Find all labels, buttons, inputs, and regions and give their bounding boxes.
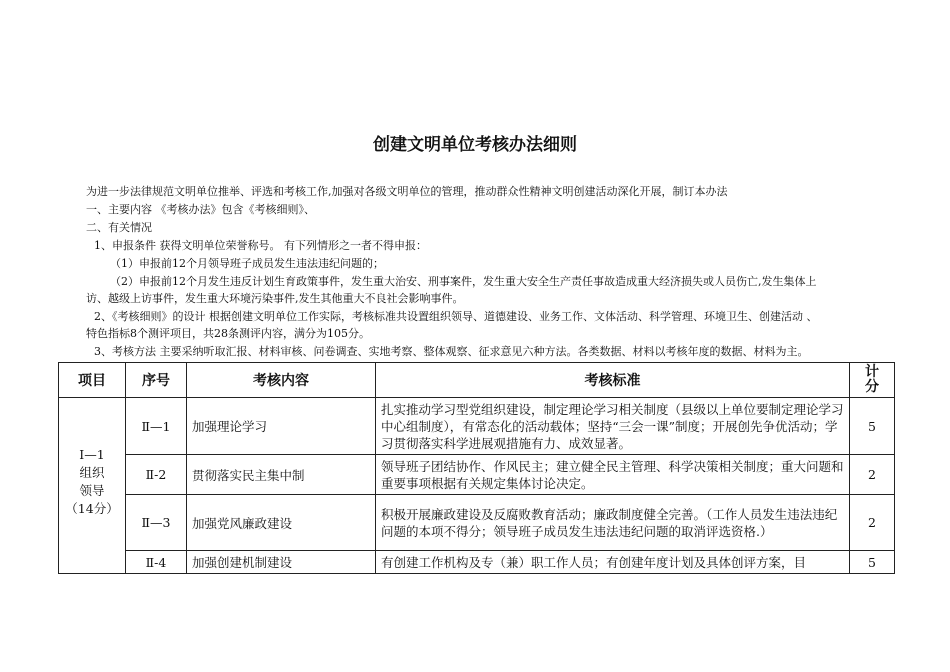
item-design-line2: 特色指标8个测评项目，共28条测评内容，满分为105分。 <box>86 327 370 340</box>
row-seq: Ⅱ—3 <box>126 495 187 551</box>
item-design-line1: 2、《考核细则》的设计 根据创建文明单位工作实际，考核标准共设置组织领导、道德建设、业务工作、文体活动、科学管理、环境卫生、创建活动 、 <box>94 310 818 323</box>
table-row <box>59 455 895 495</box>
row-content: 加强创建机制建设 <box>187 551 376 574</box>
row-content: 加强理论学习 <box>187 398 376 455</box>
document-title: 创建文明单位考核办法细则 <box>373 135 577 155</box>
table-row <box>59 495 895 551</box>
section-main-content: 一、主要内容 《考核办法》包含《考核细则》、 <box>86 203 315 216</box>
row-seq: Ⅱ—1 <box>126 398 187 455</box>
row-score: 5 <box>850 551 895 574</box>
header-score-char1: 计 <box>865 364 879 380</box>
row-score: 5 <box>850 398 895 455</box>
row-score: 2 <box>850 495 895 551</box>
item-application-conditions: 1、申报条件 获得文明单位荣誉称号。 有下列情形之一者不得申报： <box>94 239 427 252</box>
row-standard: 有创建工作机构及专（兼）职工作人员；有创建年度计划及具体创评方案，目 <box>376 551 850 574</box>
row-content: 加强党风廉政建设 <box>187 495 376 551</box>
header-seq: 序号 <box>126 363 187 398</box>
item-condition-1: （1）申报前12个月领导班子成员发生违法违纪问题的； <box>110 257 384 270</box>
header-content: 考核内容 <box>187 363 376 398</box>
table-row <box>59 551 895 574</box>
header-score <box>850 363 895 398</box>
row-seq: Ⅱ-2 <box>126 455 187 495</box>
row-standard: 积极开展廉政建设及反腐败教育活动；廉政制度健全完善。（工作人员发生违法违纪问题的本项不得分；领导班子成员发生违法违纪问题的取消评选资格.） <box>376 495 850 551</box>
item-assessment-method: 3、考核方法 主要采纳听取汇报、材料审核、问卷调查、实地考察、整体观察、征求意见六种方法。各类数据、材料以考核年度的数据、材料为主。 <box>94 345 809 358</box>
row-standard: 领导班子团结协作、作风民主；建立健全民主管理、科学决策相关制度；重大问题和重要事项根据有关规定集体讨论决定。 <box>376 455 850 495</box>
group-code: Ⅰ—1 <box>79 447 105 462</box>
group-name-1: 组织 <box>79 465 105 480</box>
table-row <box>59 398 895 455</box>
row-seq: Ⅱ-4 <box>126 551 187 574</box>
row-standard: 扎实推动学习型党组织建设，制定理论学习相关制度（县级以上单位要制定理论学习中心组制度），有常态化的活动载体；坚持“三会一课”制度；开展创先争优活动；学习贯彻落实科学进展观措施有力、成效显著。 <box>376 398 850 455</box>
group-name-2: 领导 <box>79 483 105 498</box>
table-header-row <box>59 363 895 398</box>
assessment-table <box>58 362 895 574</box>
intro-paragraph: 为进一步法律规范文明单位推举、评选和考核工作,加强对各级文明单位的管理，推动群众性精神文明创建活动深化开展，制订本办法 <box>86 185 728 198</box>
item-condition-2-line2: 访、越级上访事件，发生重大环境污染事件,发生其他重大不良社会影响事件。 <box>86 292 464 305</box>
section-related-info: 二、有关情况 <box>86 221 152 234</box>
group-points: （14分） <box>65 501 119 516</box>
header-standard: 考核标准 <box>376 363 850 398</box>
header-project: 项目 <box>59 363 126 398</box>
group-cell <box>59 398 126 574</box>
item-condition-2-line1: （2）申报前12个月发生违反计划生育政策事件，发生重大治安、刑事案件，发生重大安全生产责任事故造成重大经济损失或人员伤亡,发生集体上 <box>110 275 817 288</box>
row-score: 2 <box>850 455 895 495</box>
row-content: 贯彻落实民主集中制 <box>187 455 376 495</box>
header-score-char2: 分 <box>865 379 879 395</box>
